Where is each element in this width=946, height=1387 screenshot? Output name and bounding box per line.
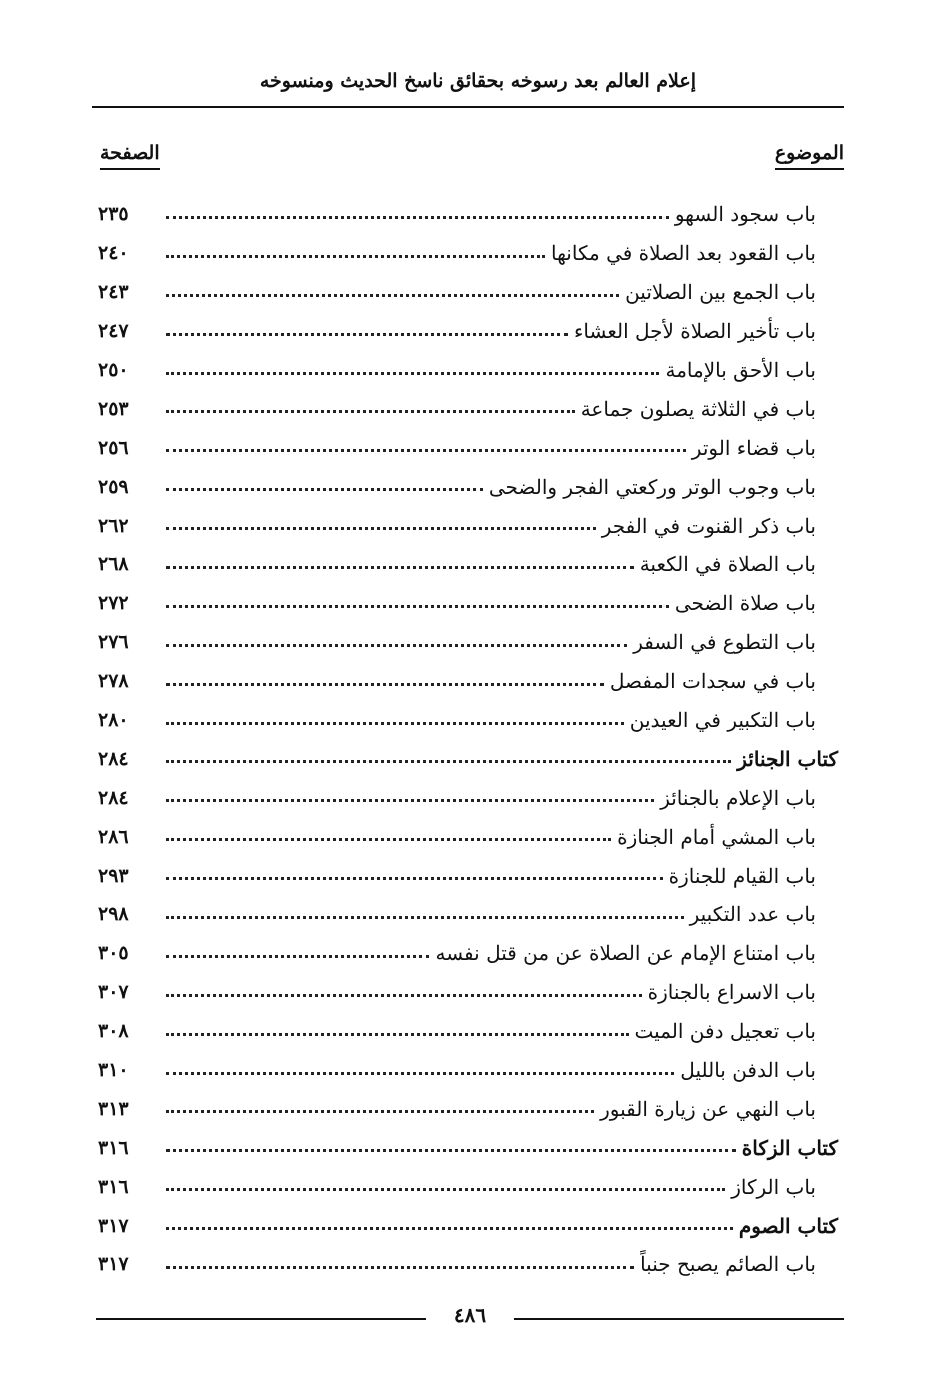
dot-leader — [166, 1188, 725, 1191]
toc-row — [92, 817, 846, 856]
toc-row — [92, 273, 846, 312]
toc-entry-title: باب القيام للجنازة — [668, 863, 816, 888]
toc-entry-title: باب وجوب الوتر وركعتي الفجر والضحى — [488, 474, 816, 499]
toc-row — [92, 351, 846, 390]
toc-entry-page: ٣١٧ — [98, 1214, 129, 1237]
dot-leader — [166, 722, 624, 725]
toc-entry-page: ٢٨٤ — [98, 747, 129, 770]
toc-entry-title: باب تعجيل دفن الميت — [634, 1019, 816, 1044]
toc-entry-page: ٣٠٨ — [98, 1020, 129, 1043]
toc-entry-page: ٣١٦ — [98, 1175, 129, 1198]
toc-entry-title: باب ذكر القنوت في الفجر — [601, 513, 816, 538]
toc-entry-title: كتاب الصوم — [738, 1213, 838, 1238]
dot-leader — [166, 877, 663, 880]
toc-entry-page: ٢٩٣ — [98, 864, 129, 887]
toc-entry-page: ٢٩٨ — [98, 903, 129, 926]
dot-leader — [166, 838, 611, 841]
dot-leader — [166, 333, 568, 336]
toc-entry-page: ٢٤٠ — [98, 242, 129, 265]
table-of-contents — [92, 195, 846, 1284]
toc-entry-page: ٢٤٣ — [98, 281, 129, 304]
dot-leader — [166, 1266, 634, 1269]
dot-leader — [166, 1110, 594, 1113]
dot-leader — [166, 1149, 736, 1152]
toc-entry-title: باب الصائم يصبح جنباً — [640, 1252, 816, 1277]
toc-row — [92, 584, 846, 623]
dot-leader — [166, 760, 731, 763]
dot-leader — [166, 255, 545, 258]
running-header — [92, 66, 844, 108]
toc-entry-title: باب التطوع في السفر — [633, 630, 816, 655]
toc-entry-page: ٢٧٨ — [98, 670, 129, 693]
toc-row — [92, 428, 846, 467]
dot-leader — [166, 644, 627, 647]
column-headers — [98, 142, 846, 182]
dot-leader — [166, 372, 659, 375]
toc-entry-page: ٢٥٦ — [98, 436, 129, 459]
dot-leader — [166, 994, 642, 997]
toc-row — [92, 701, 846, 740]
toc-entry-page: ٣٠٧ — [98, 981, 129, 1004]
dot-leader — [166, 566, 634, 569]
toc-row — [92, 195, 846, 234]
toc-row — [92, 1245, 846, 1284]
toc-entry-page: ٢٦٨ — [98, 553, 129, 576]
toc-entry-page: ٢٥٩ — [98, 475, 129, 498]
toc-entry-page: ٢٧٦ — [98, 631, 129, 654]
toc-entry-title: كتاب الجنائز — [737, 746, 838, 771]
toc-row — [92, 778, 846, 817]
dot-leader — [166, 527, 596, 530]
toc-entry-title: كتاب الزكاة — [741, 1135, 838, 1160]
toc-book-row — [92, 739, 846, 778]
toc-entry-title: باب سجود السهو — [674, 202, 816, 227]
dot-leader — [166, 1227, 733, 1230]
page-footer — [96, 1303, 844, 1333]
toc-entry-title: باب التكبير في العيدين — [629, 708, 816, 733]
toc-entry-page: ٢٨٠ — [98, 709, 129, 732]
dot-leader — [166, 916, 684, 919]
dot-leader — [166, 955, 429, 958]
topic-column-heading: الموضوع — [775, 142, 844, 170]
toc-entry-title: باب عدد التكبير — [689, 902, 816, 927]
dot-leader — [166, 449, 686, 452]
toc-entry-page: ٣٠٥ — [98, 942, 129, 965]
toc-row — [92, 234, 846, 273]
toc-entry-title: باب الإعلام بالجنائز — [660, 785, 816, 810]
toc-entry-page: ٢٨٦ — [98, 825, 129, 848]
toc-row — [92, 895, 846, 934]
dot-leader — [166, 1033, 629, 1036]
toc-book-row — [92, 1128, 846, 1167]
toc-entry-title: باب النهي عن زيارة القبور — [600, 1096, 816, 1121]
page-column-heading: الصفحة — [100, 142, 160, 170]
toc-entry-page: ٣١٣ — [98, 1097, 129, 1120]
toc-row — [92, 934, 846, 973]
dot-leader — [166, 1072, 674, 1075]
toc-entry-title: باب قضاء الوتر — [691, 435, 816, 460]
toc-entry-page: ٢٧٢ — [98, 592, 129, 615]
toc-entry-title: باب المشي أمام الجنازة — [617, 824, 816, 849]
toc-row — [92, 623, 846, 662]
toc-entry-page: ٢٥٣ — [98, 397, 129, 420]
toc-row — [92, 312, 846, 351]
toc-entry-page: ٢٤٧ — [98, 320, 129, 343]
toc-entry-title: باب في الثلاثة يصلون جماعة — [580, 396, 816, 421]
toc-book-row — [92, 1206, 846, 1245]
toc-row — [92, 856, 846, 895]
toc-row — [92, 545, 846, 584]
footer-rule-right — [514, 1318, 844, 1320]
toc-row — [92, 467, 846, 506]
toc-entry-title: باب في سجدات المفصل — [609, 669, 816, 694]
toc-row — [92, 1167, 846, 1206]
dot-leader — [166, 410, 575, 413]
toc-entry-title: باب تأخير الصلاة لأجل العشاء — [574, 319, 816, 344]
dot-leader — [166, 683, 604, 686]
toc-entry-title: باب الصلاة في الكعبة — [639, 552, 816, 577]
toc-entry-page: ٣١٧ — [98, 1253, 129, 1276]
running-title: إعلام العالم بعد رسوخه بحقائق ناسخ الحديث ومنسوخه — [259, 70, 696, 92]
footer-rule-left — [96, 1318, 426, 1320]
toc-entry-page: ٣١٦ — [98, 1136, 129, 1159]
toc-entry-title: باب الدفن بالليل — [680, 1058, 816, 1083]
toc-entry-page: ٣١٠ — [98, 1059, 129, 1082]
toc-row — [92, 389, 846, 428]
toc-row — [92, 662, 846, 701]
toc-entry-title: باب امتناع الإمام عن الصلاة عن من قتل نفسه — [435, 941, 816, 966]
toc-entry-page: ٢٨٤ — [98, 786, 129, 809]
dot-leader — [166, 488, 483, 491]
dot-leader — [166, 605, 669, 608]
toc-entry-title: باب الركاز — [731, 1174, 816, 1199]
page-number: ٤٨٦ — [453, 1303, 487, 1327]
toc-row — [92, 1012, 846, 1051]
dot-leader — [166, 799, 654, 802]
toc-entry-title: باب الأحق بالإمامة — [665, 358, 816, 382]
toc-row — [92, 1051, 846, 1090]
toc-entry-title: باب القعود بعد الصلاة في مكانها — [550, 241, 816, 266]
toc-entry-title: باب الجمع بين الصلاتين — [625, 280, 816, 305]
toc-entry-page: ٢٥٠ — [98, 359, 129, 381]
dot-leader — [166, 216, 669, 219]
toc-row — [92, 1089, 846, 1128]
dot-leader — [166, 294, 619, 297]
toc-entry-page: ٢٣٥ — [98, 203, 129, 226]
toc-entry-title: باب صلاة الضحى — [674, 591, 816, 616]
toc-row — [92, 973, 846, 1012]
toc-row — [92, 506, 846, 545]
toc-entry-title: باب الاسراع بالجنازة — [647, 980, 816, 1005]
toc-entry-page: ٢٦٢ — [98, 514, 129, 537]
